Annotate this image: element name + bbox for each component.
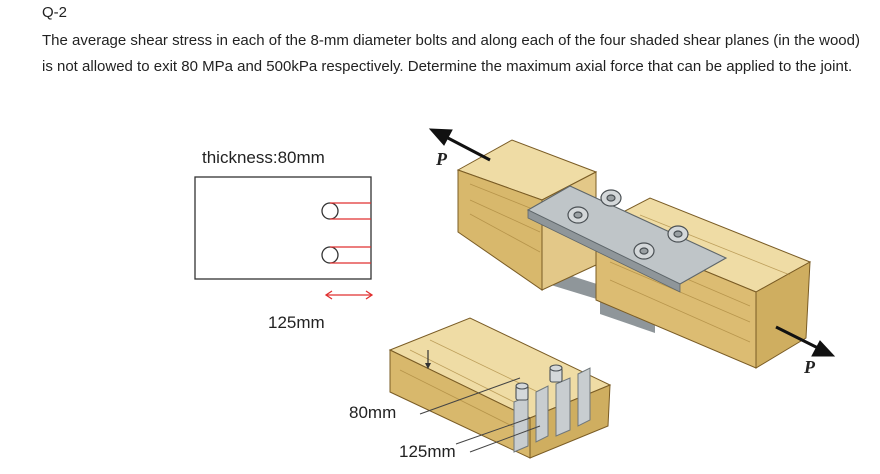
- bolt-hole-top: [322, 203, 338, 219]
- depth-label: 80mm: [349, 403, 397, 422]
- sketch-length-label: 125mm: [268, 313, 325, 332]
- figure-length-label: 125mm: [399, 442, 456, 461]
- force-label-bottom: P: [804, 357, 815, 377]
- cutaway-block: [390, 318, 610, 458]
- bolt-hole-bottom: [322, 247, 338, 263]
- dimension-arrow: [326, 291, 372, 299]
- problem-statement: The average shear stress in each of the 8-mm diameter bolts and along each of the four shaded shear planes (in the wood) is not allowed to exit 80 MPa and 500kPa respectively. Determine the maximum axial force that can be applied to the joint.: [42, 32, 860, 75]
- wood-section-sketch: [195, 177, 372, 299]
- force-label-top: P: [436, 149, 447, 169]
- question-number: Q-2: [42, 4, 68, 21]
- thickness-label: thickness:80mm: [202, 148, 325, 167]
